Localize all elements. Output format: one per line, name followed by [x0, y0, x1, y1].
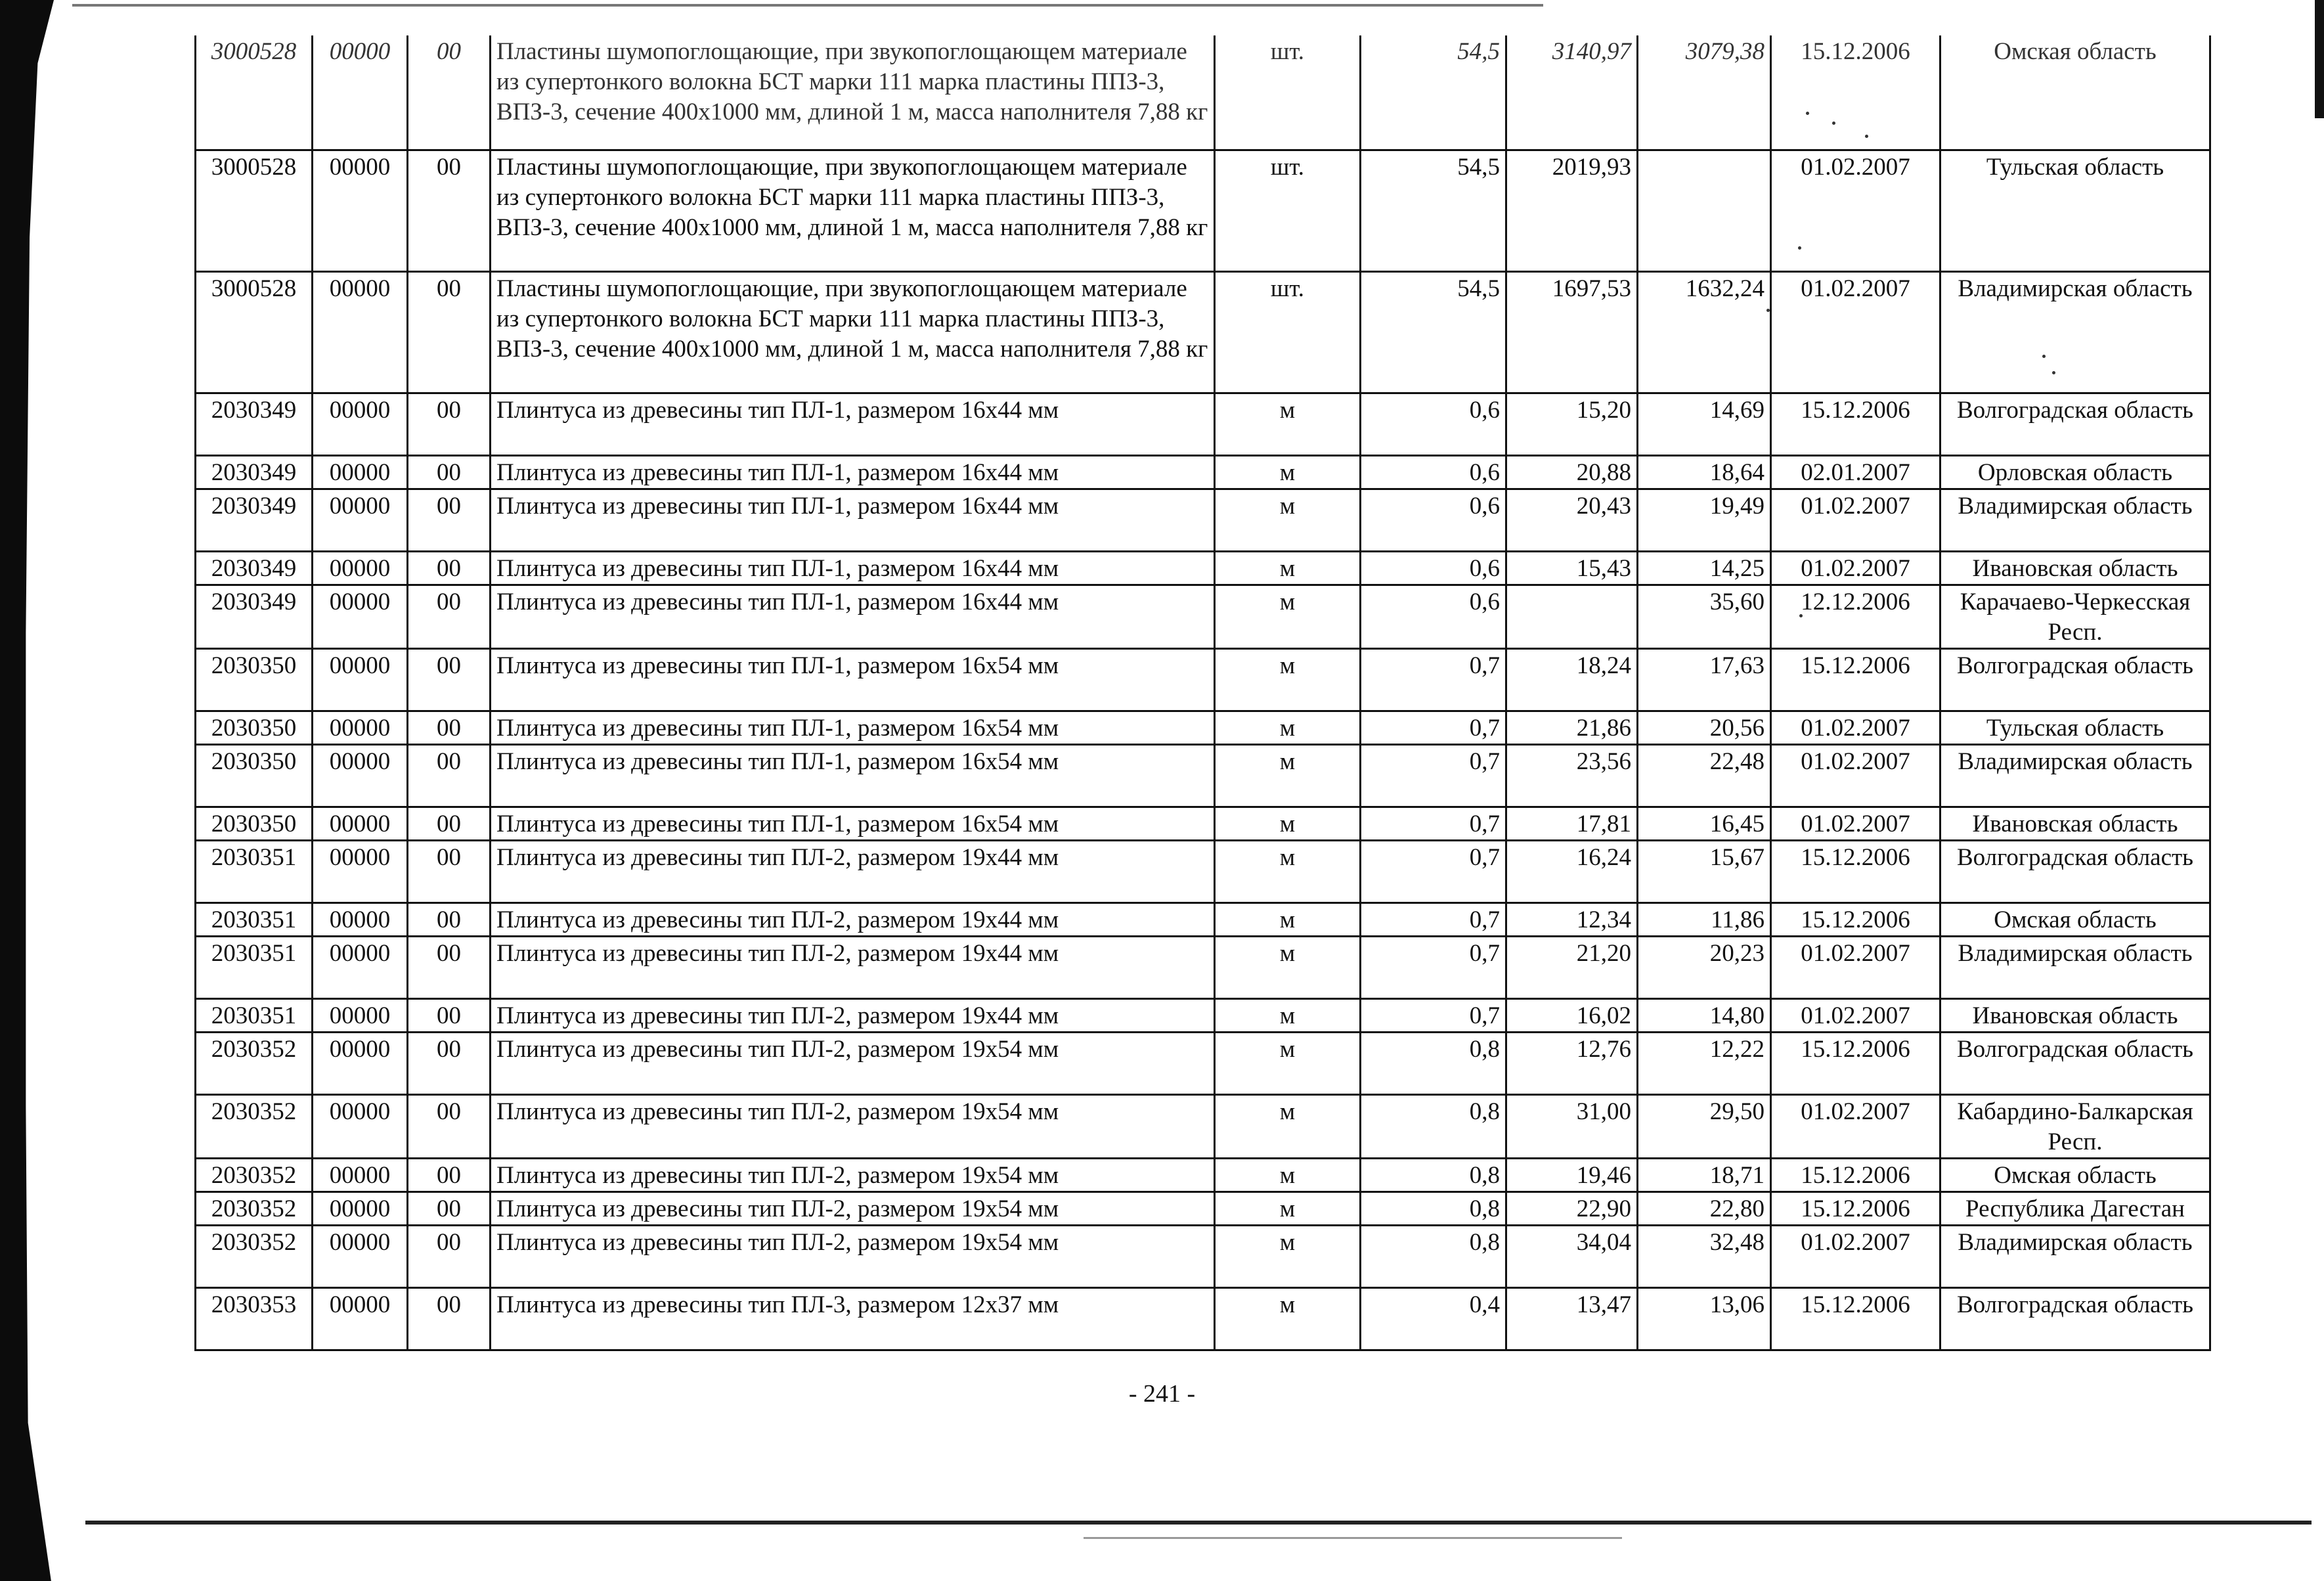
cell-description: Плинтуса из древесины тип ПЛ-2, размером 19х44 мм	[491, 840, 1215, 902]
cell-price-date: 15.12.2006	[1771, 1158, 1940, 1191]
cell-sub-code: 00000	[313, 1191, 408, 1225]
cell-index-code: 00	[408, 744, 491, 807]
cell-price-without-vat: 14,69	[1638, 393, 1771, 455]
cell-quantity: 54,5	[1361, 35, 1506, 150]
cell-index-code: 00	[408, 455, 491, 489]
cell-price-with-vat: 31,00	[1506, 1094, 1638, 1158]
cell-region: Омская область	[1940, 1158, 2210, 1191]
cell-unit: м	[1215, 585, 1361, 648]
cell-description: Плинтуса из древесины тип ПЛ-2, размером 19х54 мм	[491, 1032, 1215, 1094]
cell-region: Ивановская область	[1940, 551, 2210, 585]
cell-sub-code: 00000	[313, 807, 408, 840]
cell-index-code: 00	[408, 1032, 491, 1094]
cell-price-without-vat: 17,63	[1638, 648, 1771, 711]
table-row	[196, 393, 2210, 455]
cell-description: Пластины шумопоглощающие, при звукопоглощающем материале из супертонкого волокна БСТ марки 111 марка пластины ППЗ-3, ВПЗ-3, сечение 400х1000 мм, длиной 1 м, масса наполнителя 7,88 кг	[491, 35, 1215, 150]
cell-quantity: 54,5	[1361, 271, 1506, 393]
cell-index-code: 00	[408, 150, 491, 271]
cell-quantity: 0,7	[1361, 998, 1506, 1032]
cell-sub-code: 00000	[313, 1225, 408, 1287]
scan-edge-top	[72, 4, 1543, 7]
cell-product-code: 2030350	[196, 744, 313, 807]
cell-sub-code: 00000	[313, 271, 408, 393]
cell-index-code: 00	[408, 998, 491, 1032]
cell-description: Плинтуса из древесины тип ПЛ-1, размером 16х44 мм	[491, 393, 1215, 455]
scan-dark-edge-right	[2315, 0, 2324, 118]
cell-price-without-vat: 16,45	[1638, 807, 1771, 840]
cell-price-date: 15.12.2006	[1771, 840, 1940, 902]
table-row	[196, 150, 2210, 271]
cell-price-without-vat: 18,64	[1638, 455, 1771, 489]
cell-price-without-vat: 29,50	[1638, 1094, 1771, 1158]
cell-price-date: 01.02.2007	[1771, 1094, 1940, 1158]
price-table	[194, 35, 2211, 1351]
cell-price-with-vat: 12,76	[1506, 1032, 1638, 1094]
cell-sub-code: 00000	[313, 585, 408, 648]
cell-description: Плинтуса из древесины тип ПЛ-2, размером 19х54 мм	[491, 1094, 1215, 1158]
scan-dark-edge-left	[0, 0, 54, 1581]
cell-product-code: 3000528	[196, 35, 313, 150]
cell-price-without-vat: 18,71	[1638, 1158, 1771, 1191]
table-row	[196, 902, 2210, 936]
cell-price-without-vat: 32,48	[1638, 1225, 1771, 1287]
cell-product-code: 2030351	[196, 902, 313, 936]
cell-description: Плинтуса из древесины тип ПЛ-2, размером 19х54 мм	[491, 1158, 1215, 1191]
cell-price-without-vat: 35,60	[1638, 585, 1771, 648]
cell-price-with-vat: 19,46	[1506, 1158, 1638, 1191]
cell-price-with-vat: 15,20	[1506, 393, 1638, 455]
cell-description: Плинтуса из древесины тип ПЛ-1, размером 16х44 мм	[491, 489, 1215, 551]
cell-region: Волгоградская область	[1940, 648, 2210, 711]
cell-unit: м	[1215, 1191, 1361, 1225]
cell-unit: м	[1215, 1094, 1361, 1158]
cell-index-code: 00	[408, 711, 491, 744]
cell-product-code: 2030352	[196, 1158, 313, 1191]
cell-price-without-vat: 3079,38	[1638, 35, 1771, 150]
cell-index-code: 00	[408, 489, 491, 551]
cell-quantity: 0,7	[1361, 711, 1506, 744]
cell-price-date: 02.01.2007	[1771, 455, 1940, 489]
table-row	[196, 840, 2210, 902]
cell-description: Плинтуса из древесины тип ПЛ-2, размером 19х44 мм	[491, 998, 1215, 1032]
cell-region: Тульская область	[1940, 150, 2210, 271]
cell-price-with-vat: 34,04	[1506, 1225, 1638, 1287]
page-number: - 241 -	[1128, 1380, 1196, 1408]
cell-description: Плинтуса из древесины тип ПЛ-1, размером 16х54 мм	[491, 807, 1215, 840]
cell-region: Карачаево-Черкесская Респ.	[1940, 585, 2210, 648]
cell-price-date: 01.02.2007	[1771, 489, 1940, 551]
cell-price-date: 15.12.2006	[1771, 1191, 1940, 1225]
cell-unit: м	[1215, 1225, 1361, 1287]
cell-product-code: 2030349	[196, 455, 313, 489]
cell-price-without-vat: 1632,24	[1638, 271, 1771, 393]
cell-quantity: 0,6	[1361, 489, 1506, 551]
cell-product-code: 2030349	[196, 489, 313, 551]
cell-unit: м	[1215, 1032, 1361, 1094]
cell-quantity: 0,7	[1361, 902, 1506, 936]
cell-price-without-vat: 13,06	[1638, 1287, 1771, 1350]
cell-price-date: 01.02.2007	[1771, 711, 1940, 744]
scan-edge-bottom	[85, 1521, 2312, 1525]
table-row	[196, 271, 2210, 393]
cell-quantity: 0,6	[1361, 585, 1506, 648]
cell-product-code: 2030351	[196, 936, 313, 998]
cell-price-date: 15.12.2006	[1771, 1287, 1940, 1350]
table-row	[196, 711, 2210, 744]
table-row	[196, 998, 2210, 1032]
cell-unit: шт.	[1215, 271, 1361, 393]
cell-product-code: 2030350	[196, 711, 313, 744]
table-row	[196, 551, 2210, 585]
cell-product-code: 2030352	[196, 1225, 313, 1287]
cell-sub-code: 00000	[313, 1158, 408, 1191]
cell-price-with-vat: 12,34	[1506, 902, 1638, 936]
cell-description: Пластины шумопоглощающие, при звукопоглощающем материале из супертонкого волокна БСТ марки 111 марка пластины ППЗ-3, ВПЗ-3, сечение 400х1000 мм, длиной 1 м, масса наполнителя 7,88 кг	[491, 150, 1215, 271]
cell-product-code: 2030352	[196, 1032, 313, 1094]
cell-region: Кабардино-Балкарская Респ.	[1940, 1094, 2210, 1158]
cell-product-code: 2030349	[196, 393, 313, 455]
cell-description: Плинтуса из древесины тип ПЛ-1, размером 16х54 мм	[491, 648, 1215, 711]
cell-description: Плинтуса из древесины тип ПЛ-1, размером 16х44 мм	[491, 585, 1215, 648]
cell-description: Пластины шумопоглощающие, при звукопоглощающем материале из супертонкого волокна БСТ марки 111 марка пластины ППЗ-3, ВПЗ-3, сечение 400х1000 мм, длиной 1 м, масса наполнителя 7,88 кг	[491, 271, 1215, 393]
cell-price-with-vat: 16,24	[1506, 840, 1638, 902]
cell-region: Республика Дагестан	[1940, 1191, 2210, 1225]
table-row	[196, 35, 2210, 150]
cell-index-code: 00	[408, 936, 491, 998]
cell-description: Плинтуса из древесины тип ПЛ-1, размером 16х54 мм	[491, 744, 1215, 807]
cell-price-with-vat: 17,81	[1506, 807, 1638, 840]
cell-price-with-vat: 21,20	[1506, 936, 1638, 998]
cell-price-date: 01.02.2007	[1771, 807, 1940, 840]
cell-index-code: 00	[408, 1225, 491, 1287]
cell-index-code: 00	[408, 1158, 491, 1191]
cell-unit: м	[1215, 1158, 1361, 1191]
cell-sub-code: 00000	[313, 744, 408, 807]
cell-quantity: 0,7	[1361, 840, 1506, 902]
cell-product-code: 3000528	[196, 150, 313, 271]
cell-product-code: 2030350	[196, 807, 313, 840]
cell-region: Владимирская область	[1940, 271, 2210, 393]
cell-price-without-vat	[1638, 150, 1771, 271]
cell-region: Владимирская область	[1940, 936, 2210, 998]
cell-unit: м	[1215, 936, 1361, 998]
cell-unit: м	[1215, 807, 1361, 840]
cell-index-code: 00	[408, 35, 491, 150]
cell-sub-code: 00000	[313, 840, 408, 902]
cell-price-without-vat: 12,22	[1638, 1032, 1771, 1094]
cell-price-without-vat: 14,25	[1638, 551, 1771, 585]
cell-price-with-vat: 13,47	[1506, 1287, 1638, 1350]
cell-quantity: 0,4	[1361, 1287, 1506, 1350]
cell-quantity: 0,8	[1361, 1158, 1506, 1191]
cell-product-code: 2030352	[196, 1094, 313, 1158]
cell-sub-code: 00000	[313, 1032, 408, 1094]
cell-unit: м	[1215, 455, 1361, 489]
cell-index-code: 00	[408, 393, 491, 455]
cell-region: Орловская область	[1940, 455, 2210, 489]
cell-region: Ивановская область	[1940, 998, 2210, 1032]
table-row	[196, 648, 2210, 711]
price-table-body	[196, 35, 2210, 1350]
table-row	[196, 1287, 2210, 1350]
cell-quantity: 0,7	[1361, 744, 1506, 807]
cell-region: Ивановская область	[1940, 807, 2210, 840]
cell-index-code: 00	[408, 840, 491, 902]
cell-price-date: 15.12.2006	[1771, 648, 1940, 711]
cell-price-with-vat: 1697,53	[1506, 271, 1638, 393]
cell-index-code: 00	[408, 902, 491, 936]
table-row	[196, 489, 2210, 551]
cell-unit: м	[1215, 902, 1361, 936]
cell-price-date: 01.02.2007	[1771, 998, 1940, 1032]
table-row	[196, 585, 2210, 648]
cell-unit: м	[1215, 711, 1361, 744]
table-row	[196, 1158, 2210, 1191]
cell-index-code: 00	[408, 807, 491, 840]
cell-sub-code: 00000	[313, 551, 408, 585]
cell-region: Волгоградская область	[1940, 393, 2210, 455]
table-row	[196, 936, 2210, 998]
cell-quantity: 0,6	[1361, 393, 1506, 455]
cell-region: Владимирская область	[1940, 489, 2210, 551]
cell-sub-code: 00000	[313, 1094, 408, 1158]
cell-quantity: 0,8	[1361, 1225, 1506, 1287]
cell-description: Плинтуса из древесины тип ПЛ-2, размером 19х54 мм	[491, 1225, 1215, 1287]
cell-price-without-vat: 22,48	[1638, 744, 1771, 807]
cell-sub-code: 00000	[313, 902, 408, 936]
cell-unit: м	[1215, 998, 1361, 1032]
cell-product-code: 2030351	[196, 840, 313, 902]
cell-description: Плинтуса из древесины тип ПЛ-1, размером 16х44 мм	[491, 455, 1215, 489]
cell-price-with-vat: 21,86	[1506, 711, 1638, 744]
cell-sub-code: 00000	[313, 936, 408, 998]
cell-product-code: 2030350	[196, 648, 313, 711]
cell-description: Плинтуса из древесины тип ПЛ-1, размером 16х44 мм	[491, 551, 1215, 585]
cell-price-with-vat	[1506, 585, 1638, 648]
cell-price-date: 01.02.2007	[1771, 744, 1940, 807]
table-row	[196, 1191, 2210, 1225]
cell-index-code: 00	[408, 1094, 491, 1158]
cell-sub-code: 00000	[313, 648, 408, 711]
cell-description: Плинтуса из древесины тип ПЛ-2, размером 19х44 мм	[491, 902, 1215, 936]
cell-price-with-vat: 20,43	[1506, 489, 1638, 551]
table-row	[196, 744, 2210, 807]
cell-price-without-vat: 19,49	[1638, 489, 1771, 551]
table-row	[196, 1094, 2210, 1158]
cell-quantity: 0,8	[1361, 1032, 1506, 1094]
cell-quantity: 0,8	[1361, 1191, 1506, 1225]
cell-index-code: 00	[408, 551, 491, 585]
cell-index-code: 00	[408, 1191, 491, 1225]
cell-quantity: 0,6	[1361, 551, 1506, 585]
cell-unit: шт.	[1215, 150, 1361, 271]
cell-unit: м	[1215, 648, 1361, 711]
cell-region: Волгоградская область	[1940, 1287, 2210, 1350]
cell-price-with-vat: 18,24	[1506, 648, 1638, 711]
cell-region: Волгоградская область	[1940, 1032, 2210, 1094]
cell-region: Владимирская область	[1940, 1225, 2210, 1287]
cell-region: Волгоградская область	[1940, 840, 2210, 902]
cell-unit: м	[1215, 1287, 1361, 1350]
cell-price-date: 15.12.2006	[1771, 1032, 1940, 1094]
cell-region: Омская область	[1940, 902, 2210, 936]
cell-price-without-vat: 15,67	[1638, 840, 1771, 902]
cell-price-date: 15.12.2006	[1771, 35, 1940, 150]
cell-quantity: 0,6	[1361, 455, 1506, 489]
cell-price-with-vat: 2019,93	[1506, 150, 1638, 271]
scan-edge-bottom-faint	[1084, 1537, 1622, 1539]
cell-description: Плинтуса из древесины тип ПЛ-1, размером 16х54 мм	[491, 711, 1215, 744]
cell-quantity: 54,5	[1361, 150, 1506, 271]
cell-price-without-vat: 20,56	[1638, 711, 1771, 744]
cell-product-code: 2030349	[196, 585, 313, 648]
table-row	[196, 1032, 2210, 1094]
cell-price-with-vat: 22,90	[1506, 1191, 1638, 1225]
cell-price-date: 12.12.2006	[1771, 585, 1940, 648]
cell-price-with-vat: 23,56	[1506, 744, 1638, 807]
cell-unit: м	[1215, 393, 1361, 455]
cell-unit: м	[1215, 551, 1361, 585]
cell-price-without-vat: 22,80	[1638, 1191, 1771, 1225]
cell-unit: шт.	[1215, 35, 1361, 150]
cell-region: Владимирская область	[1940, 744, 2210, 807]
cell-sub-code: 00000	[313, 150, 408, 271]
cell-sub-code: 00000	[313, 1287, 408, 1350]
cell-description: Плинтуса из древесины тип ПЛ-2, размером 19х44 мм	[491, 936, 1215, 998]
cell-sub-code: 00000	[313, 455, 408, 489]
cell-price-with-vat: 16,02	[1506, 998, 1638, 1032]
cell-unit: м	[1215, 489, 1361, 551]
cell-index-code: 00	[408, 271, 491, 393]
table-row	[196, 807, 2210, 840]
cell-price-with-vat: 3140,97	[1506, 35, 1638, 150]
cell-unit: м	[1215, 840, 1361, 902]
cell-product-code: 2030349	[196, 551, 313, 585]
cell-price-with-vat: 15,43	[1506, 551, 1638, 585]
cell-price-without-vat: 14,80	[1638, 998, 1771, 1032]
cell-quantity: 0,7	[1361, 648, 1506, 711]
cell-product-code: 2030353	[196, 1287, 313, 1350]
cell-index-code: 00	[408, 585, 491, 648]
cell-quantity: 0,7	[1361, 936, 1506, 998]
table-row	[196, 455, 2210, 489]
cell-quantity: 0,8	[1361, 1094, 1506, 1158]
cell-index-code: 00	[408, 1287, 491, 1350]
cell-price-date: 01.02.2007	[1771, 936, 1940, 998]
cell-product-code: 3000528	[196, 271, 313, 393]
cell-sub-code: 00000	[313, 489, 408, 551]
cell-price-date: 15.12.2006	[1771, 393, 1940, 455]
cell-price-date: 01.02.2007	[1771, 271, 1940, 393]
cell-product-code: 2030351	[196, 998, 313, 1032]
cell-price-date: 01.02.2007	[1771, 551, 1940, 585]
cell-price-without-vat: 11,86	[1638, 902, 1771, 936]
cell-product-code: 2030352	[196, 1191, 313, 1225]
cell-price-without-vat: 20,23	[1638, 936, 1771, 998]
cell-sub-code: 00000	[313, 998, 408, 1032]
cell-sub-code: 00000	[313, 35, 408, 150]
cell-quantity: 0,7	[1361, 807, 1506, 840]
table-row	[196, 1225, 2210, 1287]
cell-region: Тульская область	[1940, 711, 2210, 744]
cell-price-with-vat: 20,88	[1506, 455, 1638, 489]
cell-unit: м	[1215, 744, 1361, 807]
cell-sub-code: 00000	[313, 711, 408, 744]
cell-price-date: 01.02.2007	[1771, 150, 1940, 271]
cell-price-date: 01.02.2007	[1771, 1225, 1940, 1287]
cell-price-date: 15.12.2006	[1771, 902, 1940, 936]
cell-sub-code: 00000	[313, 393, 408, 455]
cell-index-code: 00	[408, 648, 491, 711]
cell-description: Плинтуса из древесины тип ПЛ-3, размером 12х37 мм	[491, 1287, 1215, 1350]
cell-region: Омская область	[1940, 35, 2210, 150]
cell-description: Плинтуса из древесины тип ПЛ-2, размером 19х54 мм	[491, 1191, 1215, 1225]
